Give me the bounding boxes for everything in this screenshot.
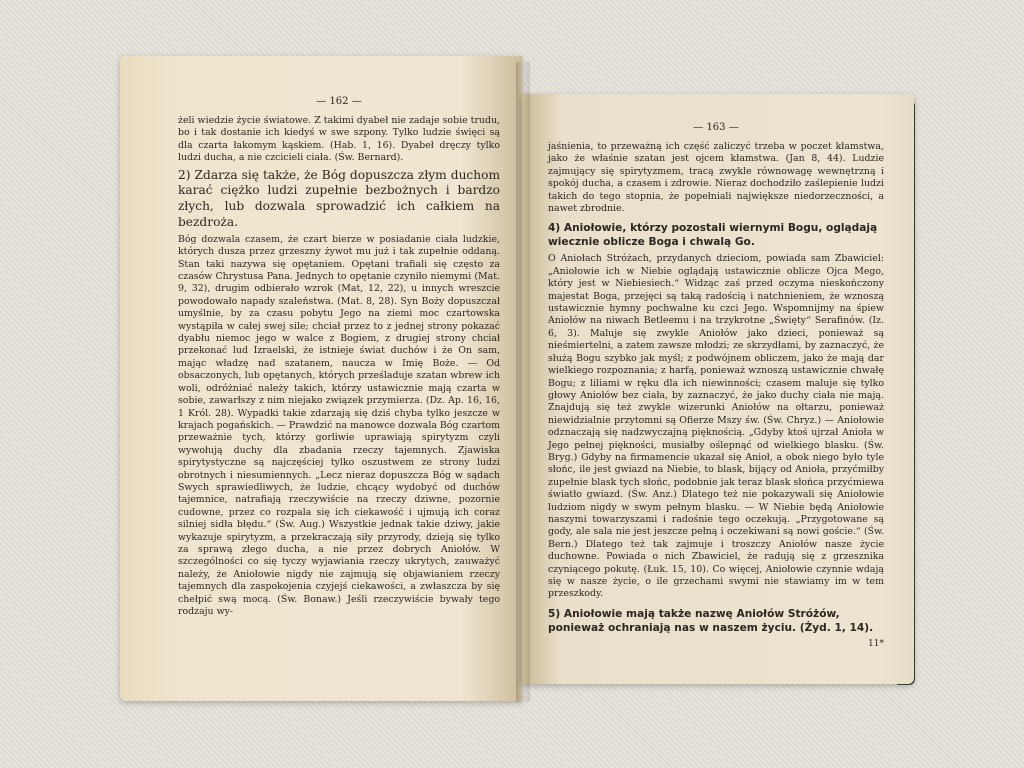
paragraph: żeli wiedzie życie światowe. Z takimi dyabeł nie zadaje sobie trudu, bo i tak dostanie ich kiedyś w swe szpony. Tylko ludzie święci są dla czarta łakomym kąskiem. (Hab. 1, 16). Dyabeł dręczy tylko ludzi ducha, a nie czcicieli ciała. (Św. Bernard).: [178, 115, 500, 164]
paragraph: Bóg dozwala czasem, że czart bierze w posiadanie ciała ludzkie, których dusza przez grzeszny żywot mu już i tak zupełnie oddaną. Stan taki nazywa się opętaniem. Opętani trafiali się często za czasów Chrystusa Pana. Jednych to opętanie czyniło niemymi (Mat. 9, 32), drugim odbierało wzrok (Mat, 12, 22), u innych wreszcie powodowało napady szaleństwa. (Mat. 8, 28). Syn Boży dopuszczał umyślnie, by za czasu pobytu Jego na ziemi moc czartowska wystąpiła w całej swej sile; chciał przez to z jednej strony pokazać dyabłu niemoc jego w walce z Bogiem, z drugiej strony chciał przekonać lud Izraelski, że istnieje świat duchów i że On sam, mając władzę nad szatanem, naucza w Imię Boże. — Od obsaczonych, lub opętanych, których prześladuje szatan wbrew ich woli, odróżniać należy takich, którzy ustawicznie mają czarta w sobie, zawarłszy z nim niejako związek przymierza. (Dz. Ap. 16, 16, 1 Król. 28). Wypadki takie zdarzają się dziś chyba tylko jeszcze w krajach pogańskich. — Prawdzić na manowce dozwala Bóg czartom przeważnie tych, którzy gorliwie uprawiają spirytyzm czyli wywołują duchy dla zbadania rzeczy tajemnych. Zjawiska spirytystyczne są najczęściej tylko oszustwem ze strony ludzi obrotnych i niesumiennych. „Lecz nieraz dopuszcza Bóg w sądach Swych sprawiedliwych, że ludzie, chcący wydobyć od duchów tajemnice, natrafiają rzeczywiście na rzeczy dziwne, pozornie cudowne, przez co rozpala się ich ciekawość i ujmują ich coraz silniej sidła błędu.“ (Św. Aug.) Wszystkie jednak takie dziwy, jakie wykazuje spirytyzm, a przekraczają siły przyrody, dzieją się tylko za sprawą złego ducha, a nie przez dobrych Aniołów. W szczególności co się tyczy wyjawiania rzeczy ukrytych, zauważyć należy, że Aniołowie nigdy nie zajmują się objawianiem rzeczy tajemnych dla zaspokojenia czyjejś ciekawości, a zwłaszcza by się chełpić swą mocą. (Św. Bonaw.) Jeśli rzeczywiście bywały tego rodzaju wy-: [178, 233, 500, 617]
page-number: — 163 —: [693, 122, 739, 133]
paragraph-large: 2) Zdarza się także, że Bóg dopuszcza złym duchom karać ciężko ludzi zupełnie bezbożnych i bardzo złych, lub dozwala sprowadzić ich całkiem na bezdroża.: [178, 167, 500, 230]
right-page: [522, 94, 914, 684]
signature-mark: 11*: [868, 638, 884, 649]
section-heading: 5) Aniołowie mają także nazwę Aniołów Stróżów, ponieważ ochraniają nas w naszem życiu. (Żyd. 1, 14).: [548, 607, 874, 634]
book-gutter: [516, 62, 530, 702]
paragraph: O Aniołach Stróżach, przydanych dzieciom, powiada sam Zbawiciel: „Aniołowie ich w Niebie oglądają ustawicznie oblicze Ojca Mego, który jest w Niebiesiech.“ Widząc zaś przed oczyma nieskończony majestat Boga, przejęci są taką radością i natchnieniem, że wznoszą ustawicznie hymny pochwalne ku czci Jego. Wspomnijmy na śpiew Aniołów na niwach Betleemu i na trzykrotne „Święty“ Serafinów. (Iz. 6, 3). Maluje się zwykle Aniołów jako dzieci, ponieważ są nieśmiertelni, a zatem zawsze młodzi; ze skrzydłami, by zaznaczyć, że służą Bogu szybko jak myśl; z podwójnem obliczem, jako że mają dar wielkiego rozpoznania; z harfą, ponieważ wznoszą ustawicznie chwałę Bogu; z liliami w ręku dla ich niewinności; czasem maluje się tylko głowy Aniołów bez ciała, by zaznaczyć, że jako duchy ciała nie mają. Znajdują się też zwykle wizerunki Aniołów na ołtarzu, ponieważ niewidzialnie przytomni są Ofierze Mszy św. (Św. Chryz.) — Aniołowie odznaczają się nadzwyczajną pięknością. „Gdyby ktoś ujrzał Anioła w Jego pełnej piękności, musiałby oślepnąć od wielkiego blasku. (Św. Bryg.) Gdyby na firmamencie ukazał się Anioł, a obok niego było tyle słońc, ile jest gwiazd na Niebie, to blask, bijący od Anioła, przyćmiłby zupełnie blask tych słońc, podobnie jak teraz blask słońca przyćmiewa światło gwiazd. (Św. Anz.) Dlatego też nie pokazywali się Aniołowie ludziom nigdy w swym pełnym blasku. — W Niebie będą Aniołowie naszymi towarzyszami i radośnie tego oczekują. „Przygotowane są gody, ale sala nie jest jeszcze pełną i oczekiwani są nowi goście.“ (Św. Bern.) Dlatego też tak zajmuje i troszczy Aniołów nasze życie duchowne. Powiada o nich Zbawiciel, że radują się z grzesznika czyniącego pokutę. (Łuk. 15, 10). Co więcej, Aniołowie czynnie wdają się w nasze życie, o ile grzechami swymi nie stawiamy im w tem przeszkody.: [548, 253, 884, 600]
page-number: — 162 —: [316, 96, 362, 107]
section-heading: 4) Aniołowie, którzy pozostali wiernymi Bogu, oglądają wiecznie oblicze Boga i chwalą Go.: [548, 222, 878, 249]
left-page: [120, 56, 522, 701]
paragraph: jaśnienia, to przeważną ich część zaliczyć trzeba w poczet kłamstwa, jako że właśnie szatan jest ojcem kłamstwa. (Jan 8, 44). Ludzie zajmujący się spirytyzmem, tracą zwykle równowagę wewnętrzną i spokój ducha, a czasem i zdrowie. Nieraz dochodziło zaślepienie ludzi takich do tego stopnia, że popełniali największe niedorzeczności, a nawet zbrodnie.: [548, 141, 884, 215]
